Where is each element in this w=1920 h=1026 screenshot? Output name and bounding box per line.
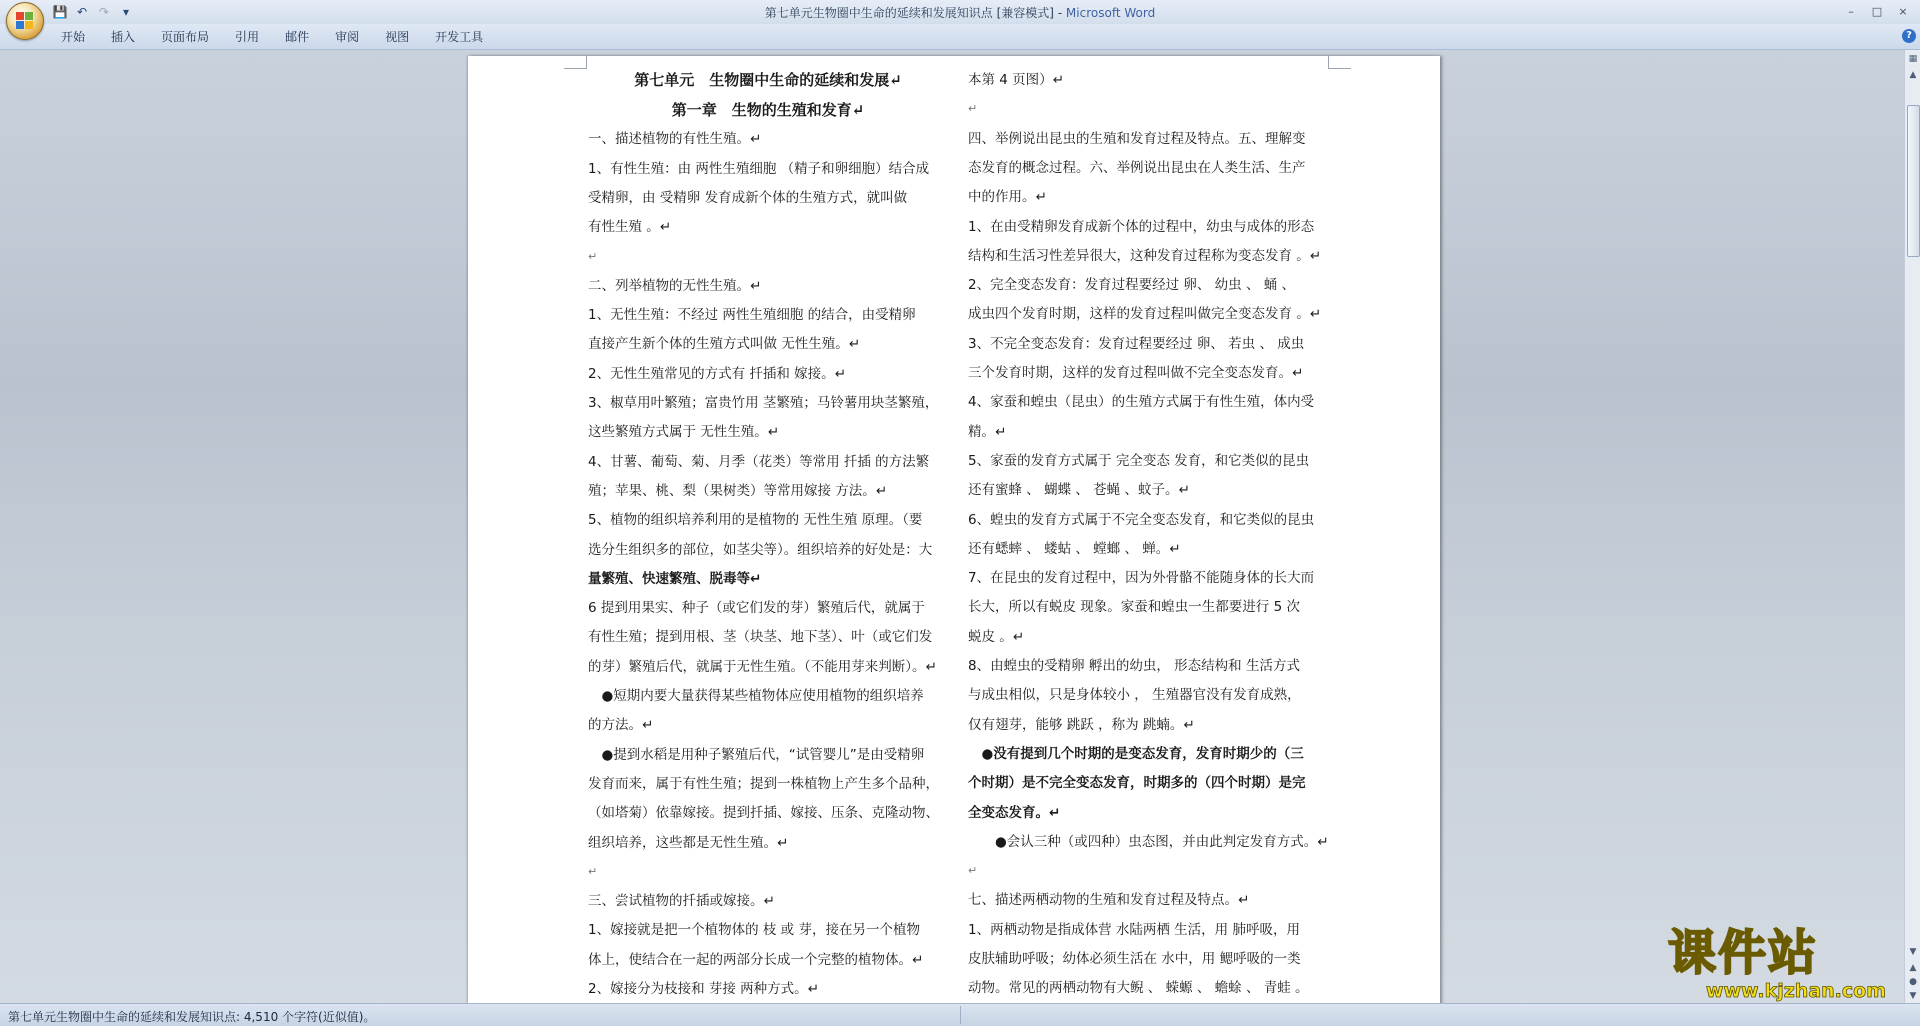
text-line: 7、在昆虫的发育过程中，因为外骨骼不能随身体的长大而	[968, 570, 1315, 587]
tab-home[interactable]: 开始	[61, 30, 86, 44]
text-line: 这些繁殖方式属于 无性生殖。↵	[588, 424, 780, 441]
tab-developer[interactable]: 开发工具	[435, 30, 484, 44]
text-line: 1、在由受精卵发育成新个体的过程中，幼虫与成体的形态	[968, 218, 1315, 235]
text-line: 全变态发育。↵	[968, 804, 1061, 821]
text-line: ●提到水稻是用种子繁殖后代，“试管婴儿”是由受精卵	[588, 746, 925, 763]
save-icon[interactable]: 💾	[52, 5, 68, 19]
office-button[interactable]	[6, 2, 44, 40]
text-line: 1、有性生殖：由 两性生殖细胞 （精子和卵细胞）结合成	[588, 160, 930, 177]
text-line: 量繁殖、快速繁殖、脱毒等↵	[588, 570, 762, 587]
ruler-toggle-icon[interactable]: ▦	[1908, 54, 1918, 64]
tab-insert[interactable]: 插入	[111, 30, 136, 44]
help-icon[interactable]: ?	[1902, 29, 1916, 43]
text-line: 七、描述两栖动物的生殖和发育过程及特点。↵	[968, 892, 1250, 909]
tab-page-layout[interactable]: 页面布局	[161, 30, 210, 44]
text-line: 2、完全变态发育：发育过程要经过 卵、 幼虫 、 蛹 、	[968, 277, 1296, 294]
text-line: ↵	[588, 249, 598, 263]
text-line: 3、不完全变态发育：发育过程要经过 卵、 若虫 、 成虫	[968, 335, 1305, 352]
document-page[interactable]	[468, 56, 1440, 1003]
text-line: 1、无性生殖：不经过 两性生殖细胞 的结合，由受精卵	[588, 307, 916, 324]
app-name: Microsoft Word	[1065, 6, 1156, 20]
text-line: 发育而来，属于有性生殖；提到一株植物上产生多个品种，	[588, 775, 939, 792]
tab-review[interactable]: 审阅	[335, 30, 360, 44]
text-line: ●没有提到几个时期的是变态发育，发育时期少的（三	[968, 745, 1304, 762]
text-line: 殖；苹果、桃、梨（果树类）等常用嫁接 方法。↵	[588, 482, 888, 499]
text-line: 第七单元 生物圈中生命的延续和发展↵	[634, 71, 902, 89]
text-line: 二、列举植物的无性生殖。↵	[588, 277, 762, 294]
vertical-scrollbar[interactable]	[1904, 50, 1920, 1003]
redo-icon[interactable]: ↷	[98, 5, 110, 19]
status-divider	[960, 1006, 961, 1024]
title-bar	[0, 0, 1920, 24]
text-line: 3、椒草用叶繁殖；富贵竹用 茎繁殖；马铃薯用块茎繁殖，	[588, 395, 939, 411]
text-line: 2、嫁接分为枝接和 芽接 两种方式。↵	[588, 981, 819, 997]
scroll-up-icon[interactable]: ▲	[1909, 70, 1917, 80]
office-logo-icon	[16, 12, 34, 30]
close-button[interactable]: ×	[1898, 4, 1908, 18]
text-line: 一、描述植物的有性生殖。↵	[588, 131, 762, 148]
previous-page-icon[interactable]: ▲	[1909, 963, 1917, 973]
word-count-status[interactable]: 第七单元生物圈中生命的延续和发展知识点: 4,510 个字符(近似值)。	[8, 1010, 376, 1024]
status-bar	[0, 1003, 1920, 1026]
text-line: ↵	[588, 864, 598, 878]
text-line: 的芽）繁殖后代，就属于无性生殖。（不能用芽来判断）。↵	[588, 658, 937, 675]
text-line: 长大，所以有蜕皮 现象。家蚕和蝗虫一生都要进行 5 次	[968, 599, 1300, 616]
document-workspace	[0, 50, 1904, 1003]
text-line: 6、蝗虫的发育方式属于不完全变态发育，和它类似的昆虫	[968, 511, 1315, 528]
tab-view[interactable]: 视图	[385, 30, 410, 44]
text-line: 6 提到用果实、种子（或它们发的芽）繁殖后代，就属于	[588, 600, 925, 617]
text-line: 1、嫁接就是把一个植物体的 枝 或 芽，接在另一个植物	[588, 922, 920, 939]
text-line: 1、两栖动物是指成体营 水陆两栖 生活，用 肺呼吸，用	[968, 921, 1300, 938]
undo-icon[interactable]: ↶	[76, 5, 88, 19]
text-line: 三、尝试植物的扦插或嫁接。↵	[588, 893, 775, 910]
margin-corner-mark	[1328, 56, 1351, 69]
text-line: 仅有翅芽，能够 跳跃 ，称为 跳蝻。↵	[968, 716, 1195, 733]
text-line: 态发育的概念过程。六、举例说出昆虫在人类生活、生产	[968, 159, 1306, 176]
text-line: 4、家蚕和蝗虫（昆虫）的生殖方式属于有性生殖，体内受	[968, 394, 1315, 411]
text-line: 四、举例说出昆虫的生殖和发育过程及特点。五、理解变	[968, 130, 1306, 147]
text-line: 蜕皮 。↵	[968, 628, 1025, 645]
maximize-button[interactable]: □	[1871, 4, 1883, 18]
text-line: 2、无性生殖常见的方式有 扦插和 嫁接。↵	[588, 365, 846, 382]
watermark-logo	[1668, 926, 1908, 1004]
window-title	[0, 4, 1920, 21]
text-line: 体上，使结合在一起的两部分长成一个完整的植物体。↵	[588, 951, 924, 968]
text-line: 组织培养，这些都是无性生殖。↵	[588, 834, 789, 851]
watermark-url: www.kjzhan.com	[1705, 980, 1886, 1002]
text-line: 受精卵，由 受精卵 发育成新个体的生殖方式，就叫做	[588, 189, 908, 206]
text-line: 精。↵	[968, 423, 1007, 440]
text-line: 的方法。↵	[588, 717, 654, 734]
text-line: （如塔菊）依靠嫁接。提到扦插、嫁接、压条、克隆动物、	[588, 805, 939, 822]
text-line: ↵	[968, 864, 978, 878]
customize-toolbar-icon[interactable]: ▾	[122, 5, 130, 19]
text-line: 5、家蚕的发育方式属于 完全变态 发育，和它类似的昆虫	[968, 452, 1310, 469]
text-line: 皮肤辅助呼吸；幼体必须生活在 水中，用 鳃呼吸的一类	[968, 951, 1301, 967]
text-line: 选分生组织多的部位，如茎尖等）。组织培养的好处是：大	[588, 541, 933, 558]
watermark-title: 课件站	[1668, 925, 1819, 981]
text-line: 结构和生活习性差异很大，这种发育过程称为变态发育 。↵	[968, 247, 1322, 264]
text-line: 有性生殖 。↵	[588, 219, 672, 236]
scroll-down-icon[interactable]: ▼	[1909, 947, 1917, 957]
text-line: 三个发育时期，这样的发育过程叫做不完全变态发育。↵	[968, 365, 1304, 381]
text-line: 还有蟋蟀 、 蝼蛄 、 螳螂 、 蝉。↵	[968, 540, 1181, 557]
text-line: 8、由蝗虫的受精卵 孵出的幼虫， 形态结构和 生活方式	[968, 658, 1300, 674]
next-page-icon[interactable]: ▼	[1909, 991, 1917, 1001]
text-line: ●短期内要大量获得某些植物体应使用植物的组织培养	[588, 688, 924, 704]
text-line: 直接产生新个体的生殖方式叫做 无性生殖。↵	[588, 336, 861, 353]
text-line: 4、甘薯、葡萄、菊、月季（花类）等常用 扦插 的方法繁	[588, 453, 930, 470]
text-line: 动物。常见的两栖动物有大鲵 、 蝾螈 、 蟾蜍 、 青蛙 。	[968, 980, 1309, 997]
text-line: 成虫四个发育时期，这样的发育过程叫做完全变态发育 。↵	[968, 306, 1322, 323]
select-browse-object-icon[interactable]: ●	[1909, 977, 1917, 987]
text-line: 与成虫相似，只是身体较小 ， 生殖器官没有发育成熟，	[968, 687, 1301, 704]
text-line: 5、植物的组织培养利用的是植物的 无性生殖 原理。（要	[588, 512, 923, 529]
tab-mailings[interactable]: 邮件	[285, 30, 310, 44]
scrollbar-thumb[interactable]	[1907, 105, 1920, 257]
ribbon	[0, 24, 1920, 50]
text-line: 第一章 生物的生殖和发育↵	[671, 101, 865, 119]
text-line: 本第 4 页图）↵	[968, 72, 1064, 88]
text-line: 还有蜜蜂 、 蝴蝶 、 苍蝇 、蚊子。↵	[968, 482, 1190, 499]
text-line: 中的作用。↵	[968, 189, 1047, 206]
window-controls	[1840, 2, 1914, 20]
text-line: 有性生殖；提到用根、茎（块茎、地下茎）、叶（或它们发	[588, 629, 933, 646]
minimize-button[interactable]: –	[1848, 4, 1854, 18]
text-line: 个时期）是不完全变态发育，时期多的（四个时期）是完	[968, 775, 1306, 792]
ribbon-tabs	[48, 29, 496, 45]
document-title: 第七单元生物圈中生命的延续和发展知识点 [兼容模式] -	[764, 6, 1066, 20]
margin-corner-mark	[564, 56, 587, 69]
text-line: ↵	[968, 102, 978, 116]
text-line: ●会认三种（或四种）虫态图，并由此判定发育方式。↵	[968, 833, 1329, 850]
tab-references[interactable]: 引用	[235, 30, 260, 44]
